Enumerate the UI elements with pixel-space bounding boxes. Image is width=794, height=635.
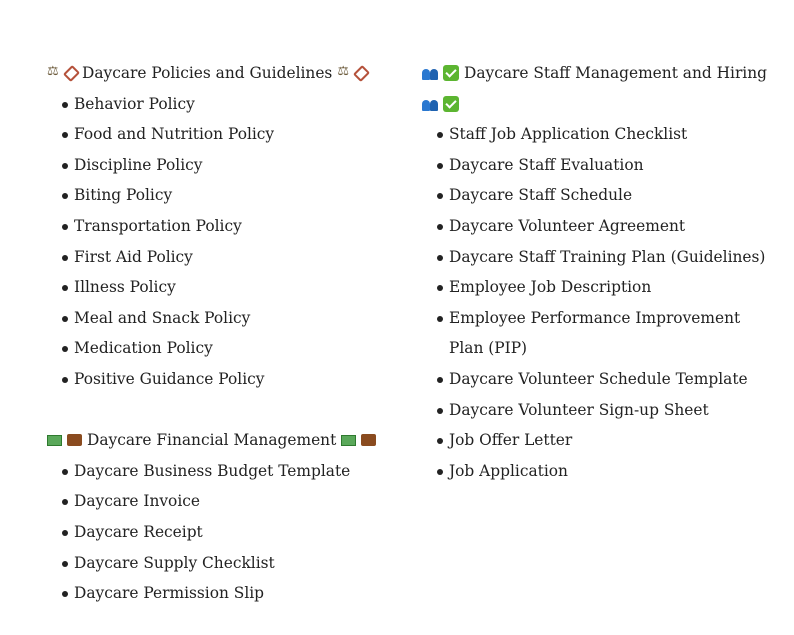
briefcase-icon (67, 434, 82, 446)
list-item: Daycare Invoice (47, 486, 407, 517)
list-item: Discipline Policy (47, 150, 407, 181)
list-item: Job Application (422, 456, 767, 487)
list-item: Daycare Supply Checklist (47, 548, 407, 579)
heading-text: Daycare Staff Management and Hiring (464, 64, 767, 82)
staff-list (422, 119, 767, 486)
clipboard-icon (353, 65, 370, 82)
section-heading-policies (47, 58, 407, 89)
clipboard-icon (63, 65, 80, 82)
list-item: Daycare Receipt (47, 517, 407, 548)
list-item: Positive Guidance Policy (47, 364, 407, 395)
right-column (422, 58, 767, 486)
balance-scale-icon (47, 65, 61, 81)
list-item: Daycare Staff Schedule (422, 180, 767, 211)
list-item: Daycare Permission Slip (47, 578, 407, 609)
dollar-banknote-icon (47, 435, 62, 446)
list-item: Daycare Volunteer Agreement (422, 211, 767, 242)
list-item: Illness Policy (47, 272, 407, 303)
people-icon (422, 96, 438, 112)
section-heading-staff-icons (422, 89, 767, 120)
list-item: Biting Policy (47, 180, 407, 211)
briefcase-icon (361, 434, 376, 446)
check-mark-icon (443, 96, 459, 112)
list-item: Staff Job Application Checklist (422, 119, 767, 150)
section-heading-staff (422, 58, 767, 89)
balance-scale-icon (337, 65, 351, 81)
list-item: Daycare Volunteer Sign-up Sheet (422, 395, 767, 426)
list-item: Food and Nutrition Policy (47, 119, 407, 150)
heading-text: Daycare Financial Management (87, 431, 337, 450)
policies-list (47, 89, 407, 395)
list-item: Job Offer Letter (422, 425, 767, 456)
list-item: Daycare Volunteer Schedule Template (422, 364, 767, 395)
list-item: Employee Job Description (422, 272, 767, 303)
financial-list (47, 456, 407, 609)
list-item: First Aid Policy (47, 242, 407, 273)
list-item: Meal and Snack Policy (47, 303, 407, 334)
dollar-banknote-icon (341, 435, 356, 446)
list-item: Medication Policy (47, 333, 407, 364)
list-item: Daycare Staff Training Plan (Guidelines) (422, 242, 767, 273)
people-icon (422, 65, 438, 81)
list-item: Behavior Policy (47, 89, 407, 120)
list-item: Daycare Business Budget Template (47, 456, 407, 487)
check-mark-icon (443, 65, 459, 81)
section-heading-financial (47, 425, 407, 456)
list-item: Daycare Staff Evaluation (422, 150, 767, 181)
list-item: Transportation Policy (47, 211, 407, 242)
list-item: Employee Performance Improvement Plan (PIP) (422, 303, 749, 364)
heading-text: Daycare Policies and Guidelines (82, 64, 333, 82)
left-column (47, 58, 407, 609)
